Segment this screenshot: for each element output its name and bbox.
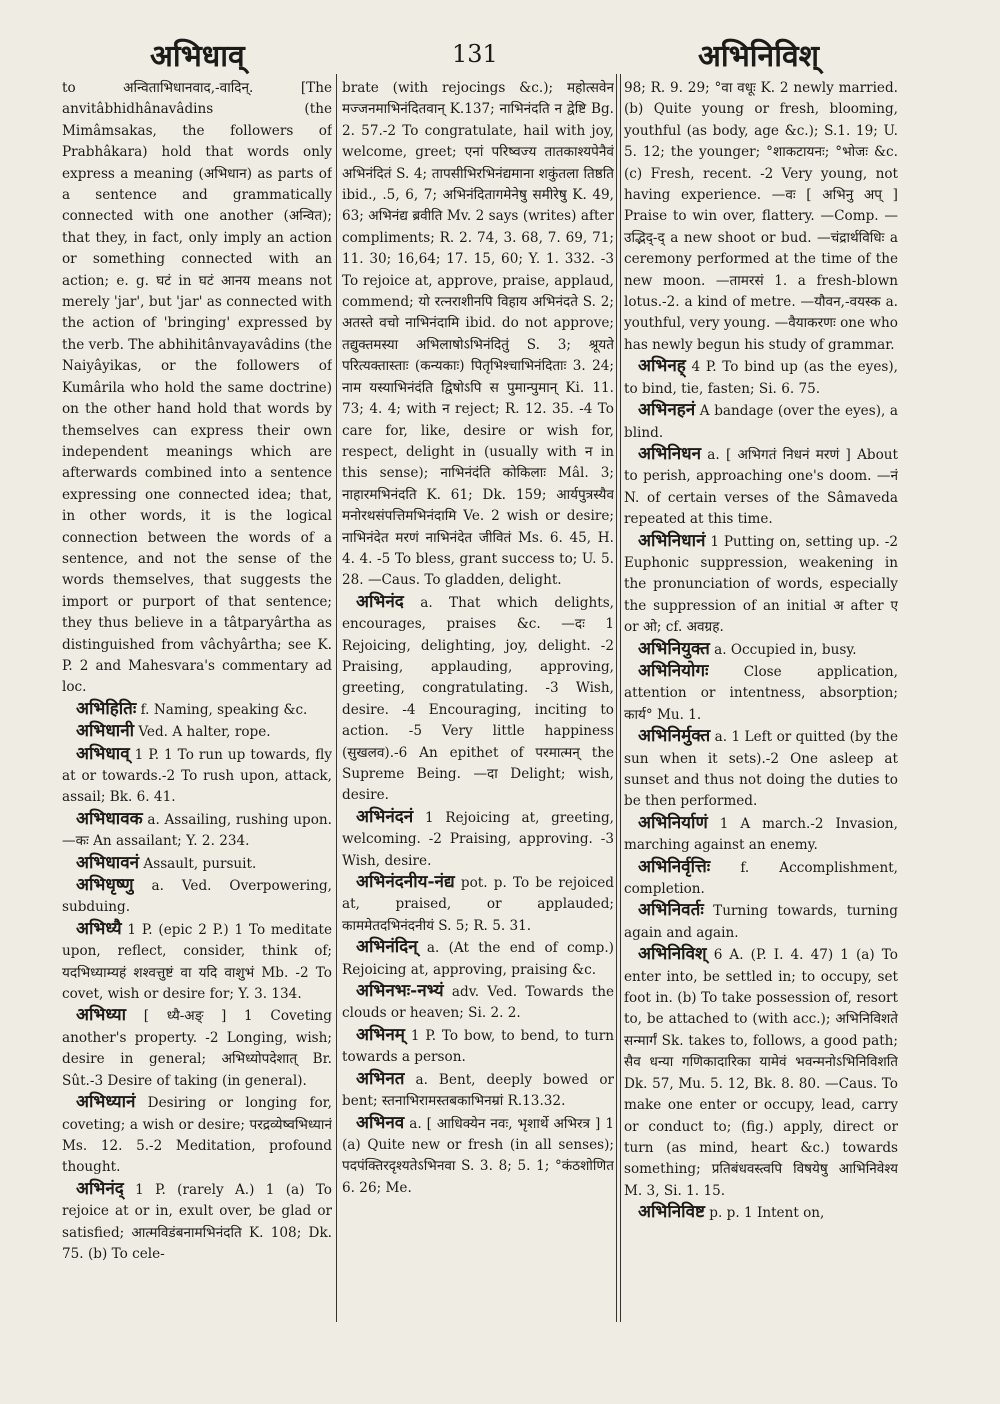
entry-definition: f. Naming, speaking &c. [136, 701, 308, 718]
dictionary-entry [342, 1025, 614, 1069]
dictionary-entry [342, 872, 614, 937]
dictionary-entry [342, 1113, 614, 1200]
dictionary-entry [62, 809, 332, 853]
entry-headword: अभिनंदनीय-नंद्य [356, 872, 455, 893]
entry-definition: 1 P. (rarely A.) 1 (a) To rejoice at or in, exult over, be glad or satisfied; आत्मविडंबनामभिनंदति K. 108; Dk. 75. (b) To cele- [62, 1181, 332, 1262]
entry-definition: a. Occupied in, busy. [709, 641, 857, 658]
entry-definition: brate (with rejocings &c.); महोत्सवेन मज्जनमाभिनंदितवान् K.137; नाभिनंदति न द्वेष्टि Bg. 2. 57.-2 To congratulate, hail with joy, welcome, greet; एनां परिष्वज्य तातकाश्यपेनैवं अभिनंदितं S. 4; तापसीभिरभिनंद्यमाना शकुंतला तिष्ठति ibid., .5, 6, 7; अभिनंदितागमेनेषु समीरेषु K. 49, 63; अभिनंद्य ब्रवीति Mv. 2 says (writes) after compliments; R. 2. 74, 3. 68, 7. 69, 71; 11. 30; 16,64; 17. 15, 60; Y. 1. 332. -3 To rejoice at, approve, praise, applaud, commend; यो रत्नराशीनपि विहाय अभिनंदते S. 2; अतस्ते वचो नाभिनंदामि ibid. do not approve; तद्युक्तमस्या अभिलाषोऽभिनंदितुं S. 3; श्रूयते परित्यक्तास्ताः (कन्यकाः) पितृभिश्चाभिनंदिताः 3. 24; नाम यस्याभिनंदंति द्विषोऽपि स पुमान्पुमान् Ki. 11. 73; 4. 4; with न reject; R. 12. 35. -4 To care for, like, desire or wish for, respect, delight in (usually with न in this sense); नाभिनंदंति कोकिलाः Mâl. 3; नाहारमभिनंदति K. 61; Dk. 159; आर्यपुत्रस्यैव मनोरथसंपत्तिमभिनंदामि Ve. 2 wish or desire; नाभिनंदेत मरणं नाभिनंदेत जीवितं Ms. 6. 45, H. 4. 4. -5 To bless, grant success to; U. 5. 28. —Caus. To gladden, delight. [342, 80, 614, 589]
entry-headword: अभिधानी [76, 721, 135, 742]
page-header [0, 30, 1000, 80]
dictionary-entry [624, 531, 898, 639]
entry-definition: p. p. 1 Intent on, [704, 1205, 825, 1222]
dictionary-entry [624, 1202, 898, 1224]
dictionary-entry [62, 1092, 332, 1179]
entry-definition: Assault, pursuit. [139, 855, 257, 872]
entry-headword: अभिधावक [76, 808, 143, 829]
entry-definition: [ ध्यै-अङ् ] 1 Coveting another's property. -2 Longing, wish; desire in general; अभिध्योपदेशात् Br. Sût.-3 Desire of taking (in general). [62, 1008, 332, 1089]
dictionary-entry [62, 699, 332, 721]
entry-definition: 4 P. To bind up (as the eyes), to bind, tie, fasten; Si. 6. 75. [624, 359, 898, 397]
entry-headword: अभिनंदिन् [356, 937, 418, 958]
entry-definition: pot. p. To be rejoiced at, praised, or applauded; काममेतदभिनंदनीयं S. 5; R. 5. 31. [342, 875, 614, 934]
entry-headword: अभिधृष्णु [76, 875, 134, 896]
dictionary-entry [342, 1069, 614, 1113]
entry-headword: अभिनिविश् [638, 944, 707, 965]
entry-headword: अभिनभः-नभ्यं [356, 981, 444, 1002]
entry-headword: अभिनंद [356, 591, 404, 612]
dictionary-entry [62, 853, 332, 875]
entry-headword: अभिध्यानं [76, 1092, 136, 1113]
entry-headword: अभिनियुक्त [638, 638, 710, 659]
entry-definition: f. Accomplishment, completion. [624, 859, 898, 898]
entry-headword: अभिनिवर्तः [638, 900, 704, 921]
entry-headword: अभिनिधानं [638, 530, 706, 551]
entry-headword: अभिनत [356, 1068, 405, 1089]
dictionary-entry [62, 1179, 332, 1266]
entry-definition: a. [ आधिक्येन नवः, भृशार्थे अभिरत्र ] 1 (a) Quite new or fresh (in all senses); पदपंक्तिरदृश्यतेऽभिनवा S. 3. 8; 5. 1; °कंठशोणित 6. 26; Me. [342, 1115, 614, 1196]
dictionary-entry [624, 444, 898, 531]
dictionary-entry [62, 875, 332, 919]
entry-definition: 1 P. (epic 2 P.) 1 To meditate upon, reflect, consider, think of; यदभिध्याम्यहं शश्वत्तुष्टं वा यदि वाशुभं Mb. -2 To covet, wish or desire for; Y. 3. 134. [62, 921, 332, 1003]
dictionary-entry [624, 857, 898, 901]
entry-headword: अभिधाव् [76, 743, 130, 764]
left-running-headword: अभिधाव् [150, 39, 245, 74]
dictionary-entry [62, 78, 332, 699]
dictionary-entry [624, 661, 898, 726]
column-right [624, 78, 898, 1318]
dictionary-entry [342, 78, 614, 592]
entry-headword: अभिनियोगः [638, 660, 709, 681]
entry-headword: अभिनहनं [638, 400, 696, 421]
entry-headword: अभिनम् [356, 1024, 405, 1045]
entry-definition: Ved. A halter, rope. [134, 724, 271, 741]
entry-definition: a. (At the end of comp.) Rejoicing at, approving, praising &c. [342, 940, 614, 978]
column-middle [342, 78, 614, 1318]
dictionary-entry [624, 726, 898, 813]
entry-headword: अभिनंद् [76, 1178, 124, 1199]
dictionary-entry [62, 919, 332, 1006]
entry-definition: 1 A march.-2 Invasion, marching against an enemy. [624, 815, 898, 854]
entry-definition: 98; R. 9. 29; °वा वधूः K. 2 newly married. (b) Quite young or fresh, blooming, youthful (as body, age &c.); S.1. 19; U. 5. 12; the younger; °शाकटायनः; °भोजः &c. (c) Fresh, recent. -2 Very young, not having experience. —वः [ अभिनु अप् ] Praise to win over, flattery. —Comp. —उद्भिद्-द् a new shoot or bud. —चंद्रार्थविधिः a ceremony performed at the time of the new moon. —तामरसं 1. a fresh-blown lotus.-2. a kind of metre. —यौवन,-वयस्क a. youthful, very young. —वैयाकरणः one who has newly begun his study of grammar. [624, 80, 898, 353]
entry-definition: a. Assailing, rushing upon. —कः An assailant; Y. 2. 234. [62, 811, 332, 850]
entry-headword: अभिनव [356, 1112, 405, 1133]
entry-headword: अभिनिर्याणं [638, 812, 708, 833]
entry-headword: अभिध्यै [76, 918, 122, 939]
dictionary-entry [624, 900, 898, 944]
entry-definition: a. That which delights, encourages, praises &c. —दः 1 Rejoicing, delighting, joy, delight. -2 Praising, applauding, approving, greeting, congratulating. -3 Wish, desire. -4 Encouraging, inciting to action. -5 Very little happiness (सुखलव).-6 An epithet of परमात्मन् the Supreme Being. —दा Delight; wish, desire. [342, 594, 614, 804]
entry-definition: to अन्विताभिधानवाद,-वादिन्. [The anvitâbhidhânavâdins (the Mimâmsakas, the followers of Prabhâkara) hold that words only express a meaning (अभिधान) as parts of a sentence and grammatically connected with one another (अन्वित); that they, in fact, only imply an action or something connected with an action; e. g. घटं in घटं आनय means not merely 'jar', but 'jar' as connected with the action of 'bringing' expressed by the verb. The abhihitânvayavâdins (the Naiyâyikas, or the followers of Kumârila who hold the same doctrine) on the other hand hold that words by themselves can express their own independent meanings which are afterwards combined into a sentence expressing one connected idea; that, in other words, it is the logical connection between the words of a sentence, and not the sense of the words themselves, that suggests the import or purport of that sentence; they thus believe in a tâtparyârtha as distinguished from vâchyârtha; see K. P. 2 and Mahesvara's commentary ad loc. [62, 80, 332, 696]
entry-headword: अभिनिर्मुक्त [638, 726, 711, 747]
entry-headword: अभिनिविष्ट [638, 1202, 705, 1223]
entry-definition: Desiring or longing for, coveting; a wish or desire; परद्रव्येष्वभिध्यानं Ms. 12. 5.-2 Meditation, profound thought. [62, 1095, 332, 1176]
dictionary-entry [62, 721, 332, 743]
entry-definition: 1 Rejoicing at, greeting, welcoming. -2 Praising, approving. -3 Wish, desire. [342, 809, 614, 869]
column-divider [620, 74, 621, 1322]
entry-definition: a. Ved. Overpowering, subduing. [62, 878, 332, 916]
entry-headword: अभिनंदनं [356, 806, 414, 827]
entry-headword: अभिहितिः [76, 698, 137, 719]
entry-headword: अभिनह् [638, 356, 686, 377]
entry-headword: अभिनिधन [638, 443, 702, 464]
dictionary-entry [342, 592, 614, 807]
entry-definition: adv. Ved. Towards the clouds or heaven; Si. 2. 2. [342, 984, 614, 1022]
entry-definition: a. Bent, deeply bowed or bent; स्तनाभिरामस्तबकाभिनम्रां R.13.32. [342, 1071, 614, 1110]
entry-definition: 1 P. 1 To run up towards, fly at or towards.-2 To rush upon, attack, assail; Bk. 6. 41. [62, 746, 332, 806]
dictionary-entry [624, 400, 898, 444]
dictionary-entry [342, 981, 614, 1025]
entry-headword: अभिधावनं [76, 852, 140, 873]
entry-definition: 6 A. (P. I. 4. 47) 1 (a) To enter into, be settled in; to occupy, set foot in. (b) To take possession of, resort to, be attached to (with acc.); अभिनिविशते सन्मार्गं Sk. takes to, follows, a good path; सैव धन्या गणिकादारिका यामेवं भवन्मनोऽभिनिविशति Dk. 57, Mu. 5. 12, Bk. 8. 80. —Caus. To make one enter or occupy, lead, carry or conduct to; (fig.) apply, direct or turn (as mind, heart &c.) towards something; प्रतिबंधवस्त्वपि विषयेषु आभिनिवेश्य M. 3, Si. 1. 15. [624, 947, 898, 1199]
entry-definition: a. 1 Left or quitted (by the sun when it sets).-2 One asleep at sunset and thus not doing the duties to be then performed. [624, 729, 898, 810]
column-divider [336, 74, 337, 1322]
entry-definition: a. [ अभिगतं निधनं मरणं ] About to perish, approaching one's doom. —नं N. of certain verses of the Sâmaveda repeated at this time. [624, 446, 898, 528]
right-running-headword: अभिनिविश् [698, 39, 820, 74]
dictionary-entry [62, 744, 332, 809]
dictionary-entry [342, 807, 614, 872]
dictionary-entry [624, 944, 898, 1202]
page-number: 131 [452, 40, 498, 68]
column-divider [616, 74, 617, 1322]
dictionary-entry [624, 356, 898, 400]
entry-definition: 1 Putting on, setting up. -2 Euphonic suppression, weakening in the pronunciation of words, especially the suppression of an initial अ after ए or ओ; cf. अवग्रह. [624, 533, 898, 636]
dictionary-entry [342, 937, 614, 981]
dictionary-entry [624, 813, 898, 857]
dictionary-entry [624, 639, 898, 661]
entry-definition: A bandage (over the eyes), a blind. [624, 403, 898, 441]
dictionary-entry [624, 78, 898, 356]
entry-definition: Close application, attention or intentness, absorption; कार्य° Mu. 1. [624, 663, 898, 723]
entry-definition: Turning towards, turning again and again. [624, 903, 898, 941]
entry-headword: अभिनिर्वृत्तिः [638, 856, 711, 877]
entry-headword: अभिध्या [76, 1005, 126, 1026]
dictionary-entry [62, 1005, 332, 1092]
column-left [62, 78, 332, 1318]
entry-definition: 1 P. To bow, to bend, to turn towards a person. [342, 1027, 614, 1066]
